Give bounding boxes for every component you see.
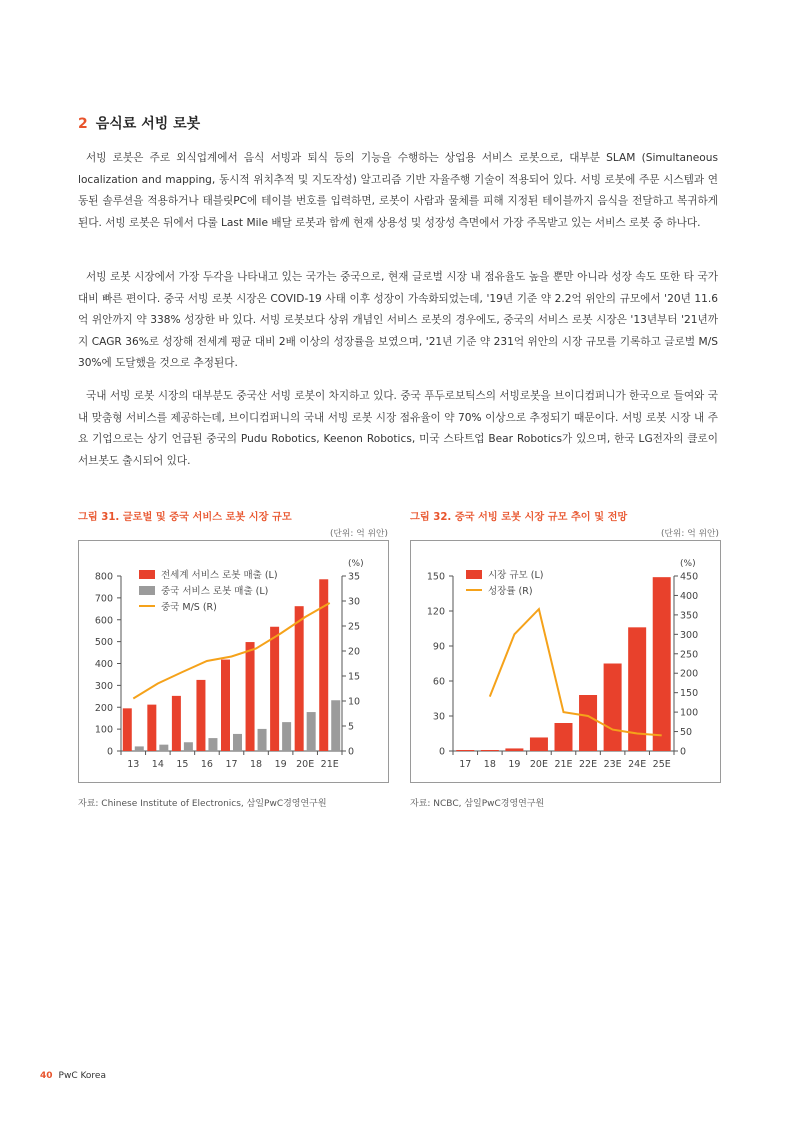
legend-swatch <box>466 570 482 579</box>
bar <box>604 664 622 752</box>
y-tick-label-right: 350 <box>680 610 699 622</box>
bar <box>481 750 499 751</box>
x-tick-label: 21E <box>554 759 573 770</box>
y-tick-label-left: 700 <box>94 593 113 605</box>
y-tick-label-left: 90 <box>432 641 445 653</box>
y-tick-label-right: 10 <box>348 696 361 708</box>
y-tick-label-left: 150 <box>426 571 445 583</box>
y-tick-label-right: 400 <box>680 590 699 602</box>
y-tick-label-left: 100 <box>94 724 113 736</box>
bar <box>270 627 279 751</box>
x-tick-label: 19 <box>274 759 287 770</box>
y-tick-label-right: 35 <box>348 571 361 583</box>
figure-32-unit: (단위: 억 위안) <box>661 529 719 539</box>
y-tick-label-right: 20 <box>348 646 361 658</box>
legend-label: 시장 규모 (L) <box>488 570 544 581</box>
bar <box>221 660 230 751</box>
y-tick-label-left: 300 <box>94 680 113 692</box>
legend-swatch <box>139 586 155 595</box>
y-tick-label-right: 15 <box>348 671 361 683</box>
x-tick-label: 18 <box>250 759 263 770</box>
x-tick-label: 14 <box>151 759 164 770</box>
legend-swatch <box>139 570 155 579</box>
y-tick-label-left: 30 <box>432 711 445 723</box>
page-number: 40 <box>40 1071 53 1081</box>
section-title: 음식료 서빙 로봇 <box>95 116 201 132</box>
x-tick-label: 22E <box>579 759 598 770</box>
figure-31-svg <box>79 541 388 782</box>
figure-32-svg <box>411 541 720 782</box>
bar <box>135 746 144 751</box>
legend-label: 전세계 서비스 로봇 매출 (L) <box>161 570 278 581</box>
section-number: 2 <box>78 116 88 132</box>
y-tick-label-left: 600 <box>94 615 113 627</box>
figure-32-title: 그림 32. 중국 서빙 로봇 시장 규모 추이 및 전망 <box>410 512 628 523</box>
paragraph-3-text: 국내 서빙 로봇 시장의 대부분도 중국산 서빙 로봇이 차지하고 있다. 중국 푸두로보틱스의 서빙로봇을 브이디컴퍼니가 한국으로 들여와 국내 맞춤형 서비스를 제공하는데, 브이디컴퍼니의 국내 서빙 로봇 시장 점유율이 약 70% 이상으로 추정되기 때문이다. 서빙 로봇 시장 내 주요 기업으로는 상기 언급된 중국의 Pudu Robotics, Keenon Robotics, 미국 스타트업 Bear Robotics가 있으며, 한국 LG전자의 클로이 서브봇도 출시되어 있다. <box>78 390 718 467</box>
y-tick-label-left: 200 <box>94 702 113 714</box>
x-tick-label: 13 <box>127 759 140 770</box>
bar <box>282 722 291 751</box>
bar <box>123 708 132 751</box>
bar <box>147 705 156 751</box>
paragraph-1 <box>78 148 718 234</box>
figure-32-source: 자료: NCBC, 삼일PwC경영연구원 <box>410 799 545 809</box>
x-tick-label: 17 <box>459 759 472 770</box>
x-tick-label: 19 <box>508 759 521 770</box>
y-tick-label-right: 25 <box>348 621 361 633</box>
bar <box>579 695 597 751</box>
x-tick-label: 21E <box>320 759 339 770</box>
y-tick-label-left: 60 <box>432 676 445 688</box>
y-tick-label-left: 0 <box>438 746 445 758</box>
y-tick-label-right: 30 <box>348 596 361 608</box>
bar <box>184 742 193 751</box>
y2-unit-label: (%) <box>348 559 364 569</box>
y-tick-label-right: 150 <box>680 688 699 700</box>
figure-31-chart <box>78 540 389 783</box>
y-tick-label-right: 300 <box>680 629 699 641</box>
paragraph-3 <box>78 386 718 472</box>
y-tick-label-right: 0 <box>348 746 355 758</box>
x-tick-label: 18 <box>483 759 496 770</box>
legend-label: 중국 서비스 로봇 매출 (L) <box>161 586 269 597</box>
figure-31-title: 그림 31. 글로벌 및 중국 서비스 로봇 시장 규모 <box>78 512 292 523</box>
paragraph-2 <box>78 267 718 375</box>
figure-31-unit: (단위: 억 위안) <box>330 529 388 539</box>
y-tick-label-right: 250 <box>680 649 699 661</box>
x-tick-label: 17 <box>225 759 238 770</box>
bar <box>307 712 316 751</box>
y-tick-label-right: 450 <box>680 571 699 583</box>
bar <box>159 745 168 751</box>
bar <box>196 680 205 751</box>
y-tick-label-right: 0 <box>680 746 687 758</box>
footer-org: PwC Korea <box>58 1071 106 1081</box>
bar <box>456 750 474 751</box>
bar <box>208 738 217 751</box>
paragraph-1-text: 서빙 로봇은 주로 외식업계에서 음식 서빙과 퇴식 등의 기능을 수행하는 상업용 서비스 로봇으로, 대부분 SLAM (Simultaneous localization and mapping, 동시적 위치추적 및 지도작성) 알고리즘 기반 자율주행 기술이 적용되어 있다. 서빙 로봇에 주문 시스템과 연동된 솔루션을 적용하거나 태블릿PC에 테이블 번호를 입력하면, 로봇이 사람과 물체를 피해 지정된 테이블까지 음식을 전달하고 복귀하게 된다. 서빙 로봇은 뒤에서 다룰 Last Mile 배달 로봇과 함께 현재 상용성 및 성장성 측면에서 가장 주목받고 있는 서비스 로봇 중 하나다. <box>78 152 718 229</box>
section-heading <box>78 113 200 133</box>
y-tick-label-right: 50 <box>680 727 693 739</box>
x-tick-label: 15 <box>176 759 189 770</box>
x-tick-label: 23E <box>603 759 622 770</box>
bar <box>246 642 255 751</box>
y-tick-label-right: 200 <box>680 668 699 680</box>
y-tick-label-left: 400 <box>94 659 113 670</box>
bar <box>172 696 181 751</box>
y-tick-label-left: 0 <box>106 746 113 758</box>
y-tick-label-right: 5 <box>348 721 355 733</box>
x-tick-label: 16 <box>200 759 213 770</box>
page-footer <box>40 1071 106 1081</box>
x-tick-label: 20E <box>529 759 548 770</box>
paragraph-2-text: 서빙 로봇 시장에서 가장 두각을 나타내고 있는 국가는 중국으로, 현재 글로벌 시장 내 점유율도 높을 뿐만 아니라 성장 속도 또한 타 국가 대비 빠른 편이다. 중국 서빙 로봇 시장은 COVID-19 사태 이후 성장이 가속화되었는데, '19년 기준 약 2.2억 위안의 규모에서 '20년 11.6억 위안까지 약 338% 성장한 바 있다. 서빙 로봇보다 상위 개념인 서비스 로봇의 경우에도, 중국의 서비스 로봇 시장은 '13년부터 '21년까지 CAGR 36%로 성장해 전세계 평균 대비 2배 이상의 성장률을 보였으며, '21년 기준 약 231억 위안의 시장 규모를 기록하고 글로벌 M/S 30%에 도달했을 것으로 추정된다. <box>78 271 718 369</box>
x-tick-label: 24E <box>628 759 647 770</box>
legend-label: 중국 M/S (R) <box>161 602 217 613</box>
bar <box>233 734 242 751</box>
y-tick-label-left: 120 <box>426 606 445 618</box>
y-tick-label-left: 800 <box>94 571 113 583</box>
bar <box>331 700 340 751</box>
y2-unit-label: (%) <box>680 559 696 569</box>
bar <box>555 723 573 751</box>
x-tick-label: 25E <box>652 759 671 770</box>
bar <box>653 577 671 751</box>
figure-32-chart <box>410 540 721 783</box>
bar <box>505 748 523 751</box>
bar <box>295 606 304 751</box>
legend-label: 성장률 (R) <box>488 586 533 597</box>
figure-31-source: 자료: Chinese Institute of Electronics, 삼일PwC경영연구원 <box>78 799 327 809</box>
bar <box>258 729 267 751</box>
y-tick-label-right: 100 <box>680 707 699 719</box>
x-tick-label: 20E <box>296 759 315 770</box>
bar <box>530 737 548 751</box>
y-tick-label-left: 500 <box>94 637 113 649</box>
